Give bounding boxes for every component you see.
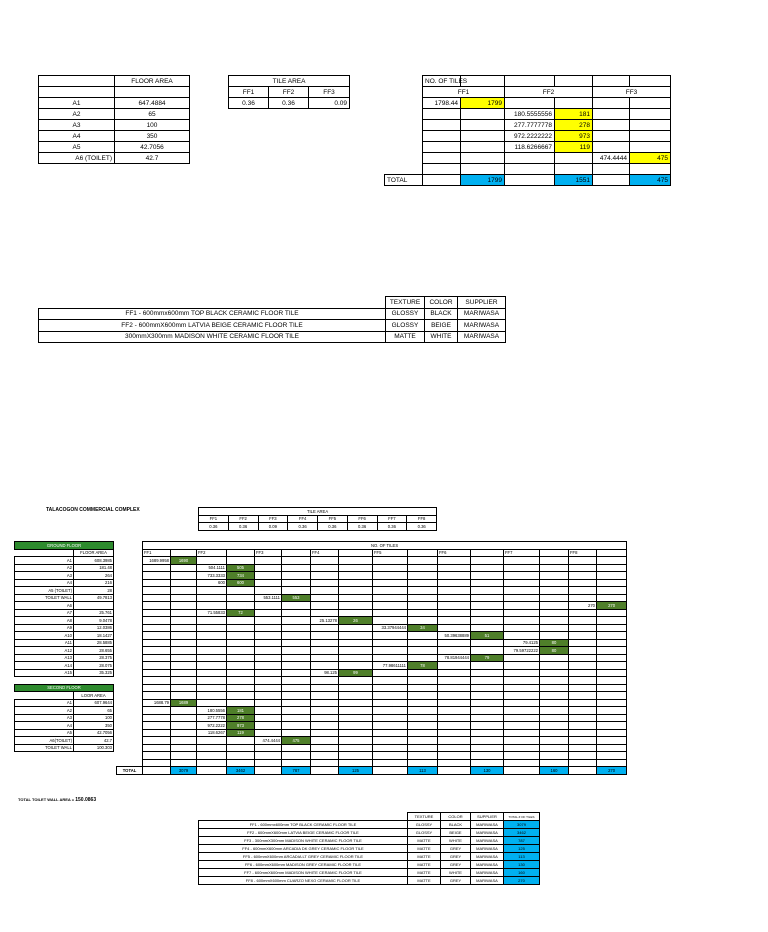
ff-val: 0.36 — [347, 523, 377, 531]
gf-label: A10 — [15, 632, 74, 640]
tile-count: 1689 — [171, 699, 197, 707]
spec2-header: SUPPLIER — [471, 813, 504, 821]
tile-quantity: 98.125 — [311, 669, 339, 677]
spec-row: 300mmX300mm MADISON WHITE CERAMIC FLOOR TILE MATTE WHITE MARIWASA — [39, 331, 506, 343]
grid-row — [117, 647, 627, 655]
ff-col: FF7 — [377, 515, 407, 523]
grid-row — [117, 677, 627, 685]
tile-count: 72 — [227, 609, 255, 617]
gf-area: 28.5885 — [74, 639, 114, 647]
gf-area: 35.325 — [74, 669, 114, 677]
tile-area-header: TILE AREA — [229, 76, 350, 87]
ff-col-label: FF7 — [504, 549, 540, 557]
ff3-count: 475 — [630, 153, 671, 164]
ff2-value: 972.2222222 — [505, 131, 555, 142]
grid-row — [117, 707, 627, 715]
grid-row — [117, 602, 627, 610]
gf-area: 28 — [74, 587, 114, 595]
grid-row — [117, 609, 627, 617]
gf-area: 18.1427 — [74, 632, 114, 640]
gf-area: 28.655 — [74, 647, 114, 655]
ff-val: 0.36 — [228, 523, 258, 531]
tile-count: 51 — [471, 632, 504, 640]
tile-col: FF2 — [269, 87, 309, 98]
tile-area-header: TILE AREA — [199, 508, 437, 516]
spec2-header: COLOR — [441, 813, 471, 821]
grid-row — [117, 632, 627, 640]
toilet-wall-area — [18, 797, 96, 803]
ff-val: 0.36 — [377, 523, 407, 531]
gf-label: A15 — [15, 669, 74, 677]
grid-row — [117, 699, 627, 707]
spec2-row: FF2 - 600mmX600mm LATVIA BEIGE CERAMIC FLOOR TILE GLOSSY BEIGE MARIWASA 3462 — [199, 829, 540, 837]
floor-label: A3 — [39, 120, 115, 131]
gf-label: A12 — [15, 647, 74, 655]
floor-area-header: LOOR AREA — [74, 692, 114, 700]
tile-count: 1690 — [171, 557, 197, 565]
tile-quantity: 474.4444 — [255, 737, 282, 745]
ff2-count: 278 — [555, 120, 593, 131]
gf-label: A13 — [15, 654, 74, 662]
spec-row: FF1 - 600mmx600mm TOP BLACK CERAMIC FLOOR TILE GLOSSY BLACK MARIWASA — [39, 308, 506, 320]
grid-row — [117, 579, 627, 587]
tile-count: 270 — [597, 602, 627, 610]
gf-label: A7 — [15, 609, 74, 617]
gf-label: A14 — [15, 662, 74, 670]
complex-floor-area-table — [14, 541, 114, 752]
tile-count: 505 — [227, 564, 255, 572]
tiles-count-table — [384, 75, 671, 186]
grid-row — [117, 684, 627, 692]
ff3-value: 474.4444 — [593, 153, 630, 164]
floor-value: 647.4884 — [115, 98, 190, 109]
grid-row — [117, 624, 627, 632]
spec2-row: FF8 - 600mmX600mm CUARZO NEXO CERAMIC FLOOR TILE MATTE GREY MARIWASA 270 — [199, 877, 540, 885]
grid-row — [117, 737, 627, 745]
ff-col: FF2 — [228, 515, 258, 523]
grid-row — [117, 722, 627, 730]
spec-header: TEXTURE — [386, 297, 425, 309]
tile-quantity: 504.1111 — [197, 564, 227, 572]
gf-label: A11 — [15, 639, 74, 647]
grid-row — [117, 729, 627, 737]
ff-col: FF4 — [288, 515, 318, 523]
tile-quantity: 33.37944444 — [373, 624, 408, 632]
gf-label: A4 — [15, 579, 74, 587]
sf-area: 350 — [74, 722, 114, 730]
grid-row — [117, 564, 627, 572]
floor-area-header: FLOOR AREA — [115, 76, 190, 87]
toilet-wall-area-label: TOTAL TOILET WALL AREA = — [18, 797, 75, 802]
spec-header: SUPPLIER — [458, 297, 506, 309]
ff-val: 0.36 — [199, 523, 229, 531]
tile-count: 26 — [339, 617, 373, 625]
no-of-tiles-header: NO. OF TILES — [423, 76, 461, 87]
tile-count: 80 — [540, 639, 569, 647]
grid-row — [117, 639, 627, 647]
ff-col-label: FF2 — [197, 549, 227, 557]
sf-label: A2 — [15, 707, 74, 715]
grid-row — [117, 654, 627, 662]
total-count: 125 — [339, 767, 373, 775]
sf-area: 100.303 — [74, 744, 114, 752]
gf-area: 12.0386 — [74, 624, 114, 632]
gf-area: 49.7813 — [74, 594, 114, 602]
ff2-value: 118.6266667 — [505, 142, 555, 153]
tile-quantity: 1688.79 — [143, 699, 171, 707]
ff1-value: 1798.44 — [423, 98, 461, 109]
total-count: 130 — [471, 767, 504, 775]
tile-val: 0.09 — [309, 98, 350, 109]
sf-area: 42.7056 — [74, 729, 114, 737]
floor-value: 42.7056 — [115, 142, 190, 153]
spec-table-1 — [38, 296, 506, 343]
tile-quantity: 733.3333 — [197, 572, 227, 580]
grid-row — [117, 669, 627, 677]
ff-col-label: FF3 — [255, 549, 282, 557]
tile-count: 181 — [227, 707, 255, 715]
floor-area-table — [38, 75, 190, 164]
grid-row — [117, 662, 627, 670]
total-label: TOTAL — [385, 175, 423, 186]
sf-area: 607.9644 — [74, 699, 114, 707]
floor-value: 100 — [115, 120, 190, 131]
gf-label: A5 (TOILET) — [15, 587, 74, 595]
tile-count: 78 — [408, 662, 438, 670]
spec2-row: FF5 - 600mmX600mm ARCADIA LT GREY CERAMIC FLOOR TILE MATTE GREY MARIWASA 113 — [199, 853, 540, 861]
tile-quantity: 972.2222 — [197, 722, 227, 730]
grid-row — [117, 714, 627, 722]
grid-row — [117, 759, 627, 767]
ff-col: FF3 — [258, 515, 288, 523]
grid-row — [117, 557, 627, 565]
complex-title: TALACOGON COMMERCIAL COMPLEX — [46, 507, 140, 513]
floor-value: 42.7 — [115, 153, 190, 164]
ff2-count: 973 — [555, 131, 593, 142]
tile-quantity: 78.81944444 — [438, 654, 471, 662]
spec2-row: FF6 - 600mmX600mm MADISON GREY CERAMIC FLOOR TILE MATTE GREY MARIWASA 130 — [199, 861, 540, 869]
tile-count: 34 — [408, 624, 438, 632]
ff-val: 0.09 — [258, 523, 288, 531]
tile-quantity: 77.98611111 — [373, 662, 408, 670]
sf-label: A4 — [15, 722, 74, 730]
grid-row — [117, 744, 627, 752]
gf-label: A9 — [15, 624, 74, 632]
tile-quantity: 118.6267 — [197, 729, 227, 737]
spec2-row: FF7 - 600mmX600mm MADISON WHITE CERAMIC FLOOR TILE MATTE WHITE MARIWASA 160 — [199, 869, 540, 877]
tile-val: 0.36 — [229, 98, 269, 109]
gf-area: 28.075 — [74, 662, 114, 670]
total-count: 270 — [597, 767, 627, 775]
sf-area: 42.7 — [74, 737, 114, 745]
gf-label: A3 — [15, 572, 74, 580]
gf-area: 9.0478 — [74, 617, 114, 625]
tile-quantity: 553.1111 — [255, 594, 282, 602]
grid-row — [117, 752, 627, 760]
tile-quantity: 25.13278 — [311, 617, 339, 625]
gf-label: A2 — [15, 564, 74, 572]
floor-area-header: FLOOR AREA — [74, 549, 114, 557]
tile-quantity: 71.55833 — [197, 609, 227, 617]
spec2-header: TEXTURE — [408, 813, 441, 821]
gf-area: 216 — [74, 579, 114, 587]
tile-count: 278 — [227, 714, 255, 722]
ff1-count: 1799 — [461, 98, 505, 109]
ff2-count: 119 — [555, 142, 593, 153]
gf-area: 28.375 — [74, 654, 114, 662]
sf-label: A5 — [15, 729, 74, 737]
tile-count: 553 — [282, 594, 311, 602]
tile-area-table — [228, 75, 350, 109]
ground-floor-header: GROUND FLOOR — [15, 542, 114, 550]
sf-area: 65 — [74, 707, 114, 715]
tile-col: FF1 — [229, 87, 269, 98]
ff2-count: 181 — [555, 109, 593, 120]
tile-count: 99 — [339, 669, 373, 677]
floor-value: 350 — [115, 131, 190, 142]
tile-count: 79 — [471, 654, 504, 662]
ff2-value: 180.5555556 — [505, 109, 555, 120]
total-count: 160 — [540, 767, 569, 775]
ff-col-label: FF1 — [143, 549, 171, 557]
tile-count: 734 — [227, 572, 255, 580]
floor-label: A1 — [39, 98, 115, 109]
total-ff3: 475 — [630, 175, 671, 186]
tile-count: 119 — [227, 729, 255, 737]
grid-row — [117, 572, 627, 580]
spec-table-2 — [198, 812, 540, 885]
tile-quantity: 79.59722222 — [504, 647, 540, 655]
floor-label: A5 — [39, 142, 115, 153]
tile-count: 600 — [227, 579, 255, 587]
toilet-wall-area-value: 150.0863 — [75, 797, 97, 803]
gf-area: 608.3985 — [74, 557, 114, 565]
total-count: 113 — [408, 767, 438, 775]
floor-label: A2 — [39, 109, 115, 120]
tile-col: FF3 — [309, 87, 350, 98]
spec2-row: FF4 - 600mmX600mm ARCADIA DK GREY CERAMIC FLOOR TILE MATTE GREY MARIWASA 125 — [199, 845, 540, 853]
ff1-label: FF1 — [423, 87, 505, 98]
complex-tiles-grid — [116, 541, 627, 775]
sf-label: A3 — [15, 714, 74, 722]
grid-row — [117, 587, 627, 595]
gf-label: A1 — [15, 557, 74, 565]
ff-val: 0.36 — [407, 523, 437, 531]
sf-area: 100 — [74, 714, 114, 722]
floor-label: A4 — [39, 131, 115, 142]
grid-row — [117, 692, 627, 700]
tile-count: 973 — [227, 722, 255, 730]
total-count: 3079 — [171, 767, 197, 775]
total-ff1: 1799 — [461, 175, 505, 186]
gf-area: 181.48 — [74, 564, 114, 572]
tile-count: 80 — [540, 647, 569, 655]
tile-count: 475 — [282, 737, 311, 745]
ff-col-label: FF4 — [311, 549, 339, 557]
spec2-row: FF1 - 600mmx600mm TOP BLACK CERAMIC FLOOR TILE GLOSSY BLACK MARIWASA 3079 — [199, 821, 540, 829]
ff2-label: FF2 — [505, 87, 593, 98]
tile-val: 0.36 — [269, 98, 309, 109]
gf-area: 25.761 — [74, 609, 114, 617]
no-of-tiles-header: NO. OF TILES — [143, 542, 627, 550]
ff-col-label: FF5 — [373, 549, 408, 557]
gf-area — [74, 602, 114, 610]
total-count: 787 — [282, 767, 311, 775]
ff-col: FF8 — [407, 515, 437, 523]
tile-quantity: 270 — [569, 602, 597, 610]
tile-quantity: 277.7778 — [197, 714, 227, 722]
tile-quantity: 180.5556 — [197, 707, 227, 715]
second-floor-header: SECOND FLOOR — [15, 684, 114, 692]
grid-row — [117, 617, 627, 625]
total-label: TOTAL — [117, 767, 143, 775]
spec-header: COLOR — [425, 297, 458, 309]
gf-label: A8 — [15, 617, 74, 625]
ff-col: FF6 — [347, 515, 377, 523]
floor-label: A6 (TOILET) — [39, 153, 115, 164]
spec2-row: FF3 - 300mmX300mm MADISON WHITE CERAMIC FLOOR TILE MATTE WHITE MARIWASA 787 — [199, 837, 540, 845]
ff3-label: FF3 — [593, 87, 671, 98]
spec-row: FF2 - 600mmX600mm LATVIA BEIGE CERAMIC FLOOR TILE GLOSSY BEIGE MARIWASA — [39, 320, 506, 332]
tile-quantity: 50.39638889 — [438, 632, 471, 640]
tile-quantity: 1689.9958 — [143, 557, 171, 565]
ff-col-label: FF8 — [569, 549, 597, 557]
tile-quantity: 79.4125 — [504, 639, 540, 647]
grid-row — [117, 594, 627, 602]
sf-label: A6(TOILET) — [15, 737, 74, 745]
tile-quantity: 600 — [197, 579, 227, 587]
gf-area: 264 — [74, 572, 114, 580]
total-ff2: 1551 — [555, 175, 593, 186]
ff-col: FF5 — [318, 515, 348, 523]
total-count: 3462 — [227, 767, 255, 775]
sf-label: A1 — [15, 699, 74, 707]
spec2-header: TOTAL # OF TILES — [504, 813, 540, 821]
gf-label: A6 — [15, 602, 74, 610]
sf-label: TOILET WALL — [15, 744, 74, 752]
ff-val: 0.36 — [288, 523, 318, 531]
ff-col-label: FF6 — [438, 549, 471, 557]
ff-col: FF1 — [199, 515, 229, 523]
floor-value: 65 — [115, 109, 190, 120]
ff-val: 0.36 — [318, 523, 348, 531]
complex-tile-area-table — [198, 507, 437, 531]
ff2-value: 277.7777778 — [505, 120, 555, 131]
gf-label: TOILET WALL — [15, 594, 74, 602]
